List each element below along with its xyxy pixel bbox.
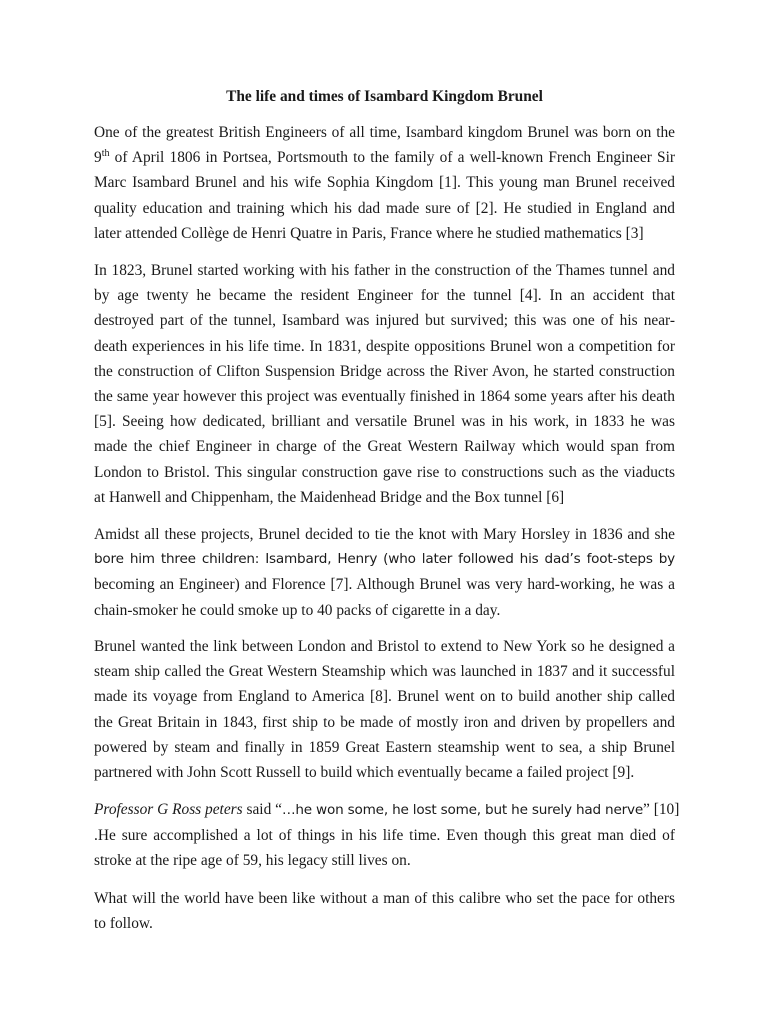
text-line: the Great Britain in 1843, first ship to be made of mostly iron and driven by propellers and xyxy=(94,713,675,731)
text-line: bore him three children: Isambard, Henry (who later followed his dad’s foot-steps by xyxy=(94,551,675,568)
text-line: becoming an Engineer) and Florence [7]. Although Brunel was very hard-working, he was a xyxy=(94,576,675,594)
paragraph-ships xyxy=(94,634,675,785)
paragraph-career xyxy=(94,258,675,510)
text-line: destroyed part of the tunnel, Isambard was injured but survived; this was one of his near- xyxy=(94,312,675,330)
text-line: made the chief Engineer in charge of the Great Western Railway which would span from xyxy=(94,438,675,456)
text-fragment: of April 1806 in Portsea, Portsmouth to the family of a well-known French Engineer Sir xyxy=(109,149,675,167)
text-line: by age twenty he became the resident Engineer for the tunnel [4]. In an accident that xyxy=(94,287,675,305)
text-line: partnered with John Scott Russell to build which eventually became a failed project [9]. xyxy=(94,764,635,782)
quotation: …he won some, he lost some, but he surely had nerve xyxy=(281,802,644,818)
text-line: London to Bristol. This singular construction gave rise to constructions such as the viaducts xyxy=(94,463,675,481)
day-number: 9 xyxy=(94,149,102,167)
quoted-person: Professor G Ross peters xyxy=(94,801,243,818)
paragraph-family xyxy=(94,522,675,623)
text-line: One of the greatest British Engineers of all time, Isambard kingdom Brunel was born on the xyxy=(94,124,675,141)
text-line: What will the world have been like without a man of this calibre who set the pace for others xyxy=(94,890,675,907)
text-line: Brunel wanted the link between London and Bristol to extend to New York so he designed a xyxy=(94,638,675,655)
text-line: Amidst all these projects, Brunel decided to tie the knot with Mary Horsley in 1836 and she xyxy=(94,526,675,543)
paragraph-birth xyxy=(94,120,675,246)
text-line: to follow. xyxy=(94,915,153,933)
text-line: .He sure accomplished a lot of things in his life time. Even though this great man died of xyxy=(94,827,675,845)
text-line: [5]. Seeing how dedicated, brilliant and versatile Brunel was in his work, in 1833 he was xyxy=(94,413,675,431)
text-line: made its voyage from England to America [8]. Brunel went on to build another ship called xyxy=(94,688,675,706)
text-line: quality education and training which his dad made sure of [2]. He studied in England and xyxy=(94,199,675,217)
text-line xyxy=(94,797,680,823)
paragraph-legacy xyxy=(94,797,680,874)
text-fragment: said “ xyxy=(242,801,282,818)
text-line: chain-smoker he could smoke up to 40 packs of cigarette in a day. xyxy=(94,601,501,619)
text-line: In 1823, Brunel started working with his father in the construction of the Thames tunnel and xyxy=(94,262,675,279)
ordinal-suffix: th xyxy=(101,148,110,160)
text-line: steam ship called the Great Western Steamship which was launched in 1837 and it successful xyxy=(94,663,675,681)
document-title: The life and times of Isambard Kingdom Brunel xyxy=(226,88,543,105)
text-line: later attended Collège de Henri Quatre in Paris, France where he studied mathematics [3] xyxy=(94,224,644,242)
text-line: the same year however this project was eventually finished in 1864 some years after his death xyxy=(94,388,675,406)
text-fragment: ” [10] xyxy=(643,801,680,818)
text-line: stroke at the ripe age of 59, his legacy still lives on. xyxy=(94,852,411,870)
text-line xyxy=(94,145,675,170)
text-line: Marc Isambard Brunel and his wife Sophia Kingdom [1]. This young man Brunel received xyxy=(94,174,675,192)
text-line: at Hanwell and Chippenham, the Maidenhead Bridge and the Box tunnel [6] xyxy=(94,488,565,506)
text-line: the construction of Clifton Suspension Bridge across the River Avon, he started construction xyxy=(94,362,675,380)
text-line: powered by steam and finally in 1859 Great Eastern steamship went to sea, a ship Brunel xyxy=(94,738,675,756)
text-line: death experiences in his life time. In 1831, despite oppositions Brunel won a competition for xyxy=(94,337,675,355)
paragraph-conclusion xyxy=(94,886,675,936)
